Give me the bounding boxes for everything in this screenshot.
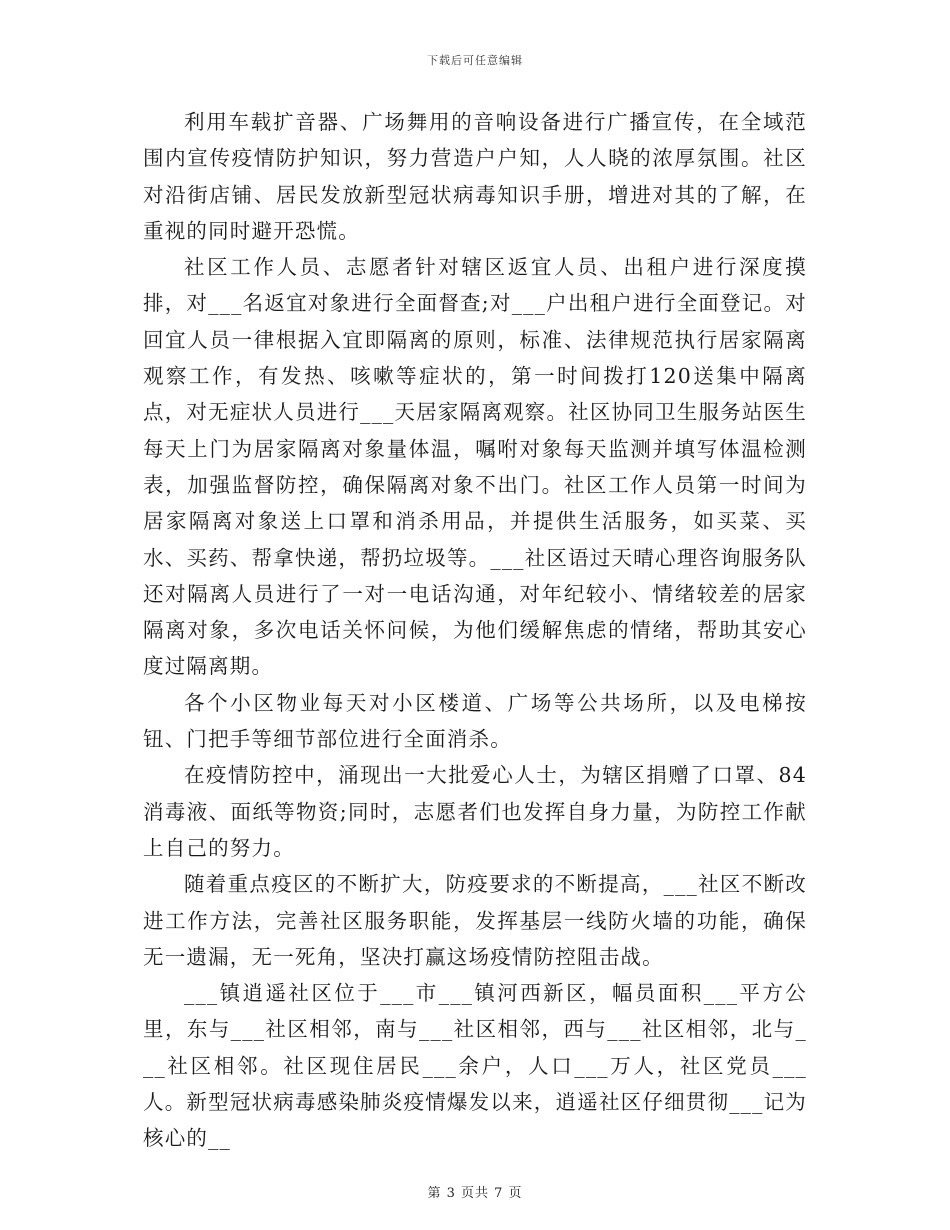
page-number: 第 3 页共 7 页	[427, 1186, 523, 1201]
paragraph-community-overview: ___镇逍遥社区位于___市___镇河西新区，幅员面积___平方公里，东与___社区相邻，南与___社区相邻，西与___社区相邻，北与___社区相邻。社区现住居民___余户，人口___万人，社区党员___人。新型冠状病毒感染肺炎疫情爆发以来，逍遥社区仔细贯彻___记为核心的__	[143, 981, 807, 1151]
document-body	[143, 104, 807, 1157]
paragraph-disinfection: 各个小区物业每天对小区楼道、广场等公共场所，以及电梯按钮、门把手等细节部位进行全面消杀。	[143, 690, 807, 752]
paragraph-screening: 社区工作人员、志愿者针对辖区返宜人员、出租户进行深度摸排，对___名返宜对象进行全面督查;对___户出租户进行全面登记。对回宜人员一律根据入宜即隔离的原则，标准、法律规范执行居家隔离观察工作，有发热、咳嗽等症状的，第一时间拨打120送集中隔离点，对无症状人员进行___天居家隔离观察。社区协同卫生服务站医生每天上门为居家隔离对象量体温，嘱咐对象每天监测并填写体温检测表，加强监督防控，确保隔离对象不出门。社区工作人员第一时间为居家隔离对象送上口罩和消杀用品，并提供生活服务，如买菜、买水、买药、帮拿快递，帮扔垃圾等。___社区语过天晴心理咨询服务队还对隔离人员进行了一对一电话沟通，对年纪较小、情绪较差的居家隔离对象，多次电话关怀问候，为他们缓解焦虑的情绪，帮助其安心度过隔离期。	[143, 255, 807, 679]
page-header: 下载后可任意编辑	[427, 54, 523, 67]
paragraph-broadcast: 利用车载扩音器、广场舞用的音响设备进行广播宣传，在全域范围内宣传疫情防护知识，努力营造户户知，人人晓的浓厚氛围。社区对沿街店铺、居民发放新型冠状病毒知识手册，增进对其的了解，在重视的同时避开恐慌。	[143, 110, 807, 243]
paragraph-donations: 在疫情防控中，涌现出一大批爱心人士，为辖区捐赠了口罩、84消毒液、面纸等物资;同时，志愿者们也发挥自身力量，为防控工作献上自己的努力。	[143, 763, 807, 860]
paragraph-improvement: 随着重点疫区的不断扩大，防疫要求的不断提高，___社区不断改进工作方法，完善社区服务职能，发挥基层一线防火墙的功能，确保无一遗漏，无一死角，坚决打赢这场疫情防控阻击战。	[143, 872, 807, 969]
